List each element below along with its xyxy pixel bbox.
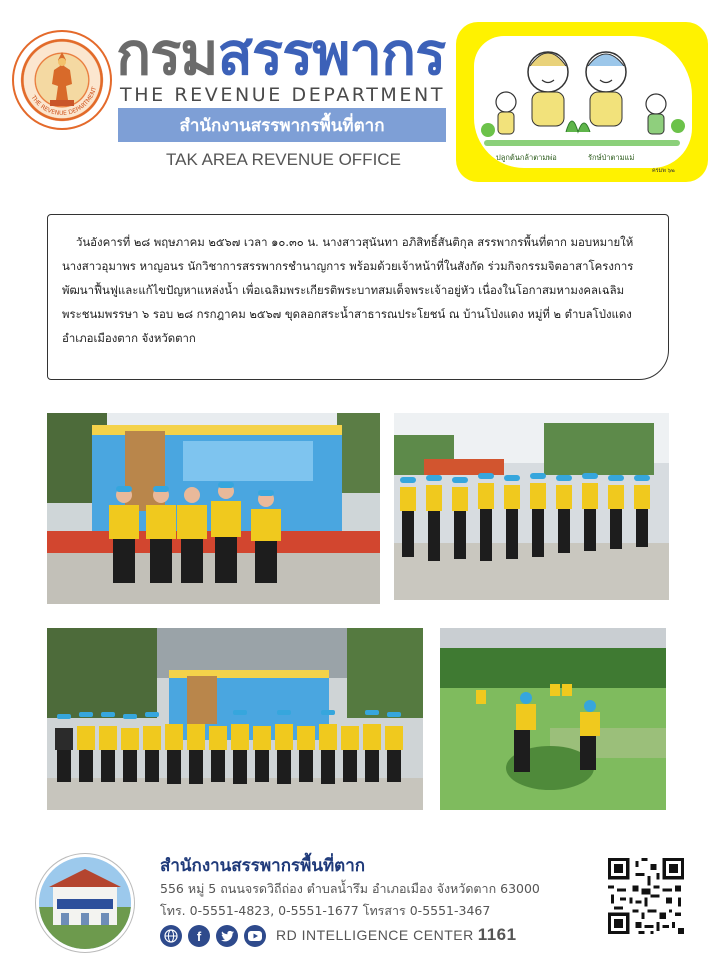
qr-code[interactable] (608, 858, 684, 934)
illustration-caption-left: ปลูกต้นกล้าตามพ่อ (496, 153, 557, 162)
office-name-english: TAK AREA REVENUE OFFICE (166, 150, 401, 169)
article-textbox (47, 214, 669, 380)
brand-part-gray: กรม (116, 20, 218, 88)
brand-english: THE REVENUE DEPARTMENT (120, 84, 446, 106)
cartoon-family-illustration (456, 22, 708, 182)
facebook-icon[interactable]: f (188, 925, 210, 947)
rd-intelligence-center (276, 925, 517, 945)
article-body: วันอังคารที่ ๒๘ พฤษภาคม ๒๕๖๗ เวลา ๑๐.๓๐ น. นางสาวสุนันทา อภิสิทธิ์สันติกุล สรรพากรพื้นที่ตาก มอบหมายให้ นางสาวอุมาพร หาญอนร นักวิชาการสรรพากรชำนาญการ พร้อมด้วยเจ้าหน้าที่ในสังกัด ร่วมกิจกรรมจิตอาสาโครงการพัฒนาฟื้นฟูและแก้ไขปัญหาแหล่งน้ำ เพื่อเฉลิมพระเกียรติพระบาทสมเด็จพระเจ้าอยู่หัว เนื่องในโอกาสมหามงคลเฉลิมพระชนมพรรษา ๖ รอบ ๒๘ กรกฎาคม ๒๕๖๗ ขุดลอกสระน้ำสาธารณประโยชน์ ณ บ้านโป่งแดง หมู่ที่ ๒ ตำบลโป่งแดง อำเภอเมืองตาก จังหวัดตาก (62, 235, 634, 345)
campaign-illustration-card (456, 22, 708, 182)
rd-center-number: 1161 (477, 925, 517, 944)
footer-office-title: สำนักงานสรรพากรพื้นที่ตาก (160, 856, 366, 876)
globe-icon[interactable] (160, 925, 182, 947)
twitter-icon[interactable] (216, 925, 238, 947)
illustration-caption-right: รักษ์ป่าตามแม่ (588, 153, 635, 162)
photo-group-stage (47, 628, 423, 810)
seal-ring-text (20, 38, 104, 122)
brand-wordmark-thai (116, 22, 445, 86)
rd-center-label: RD INTELLIGENCE CENTER (276, 927, 474, 943)
photo-volunteer-lines (394, 413, 669, 600)
social-links (160, 925, 266, 947)
youtube-icon[interactable] (244, 925, 266, 947)
revenue-department-seal (12, 30, 112, 130)
photo-stage-officials (47, 413, 380, 604)
photo-clearing-branches (440, 628, 666, 810)
illustration-signature: ครมพ ๖๒ (652, 168, 675, 174)
svg-text:THE REVENUE DEPARTMENT: THE REVENUE DEPARTMENT (29, 86, 99, 118)
footer-phone: โทร. 0-5551-4823, 0-5551-1677 โทรสาร 0-5551-3467 (160, 903, 491, 918)
office-name-bar: สำนักงานสรรพากรพื้นที่ตาก (118, 108, 446, 142)
brand-part-blue: สรรพากร (217, 20, 446, 88)
footer-address: 556 หมู่ 5 ถนนจรดวิถีถ่อง ตำบลน้ำรึม อำเภอเมือง จังหวัดตาก 63000 (160, 881, 540, 896)
office-building-photo (36, 854, 134, 952)
